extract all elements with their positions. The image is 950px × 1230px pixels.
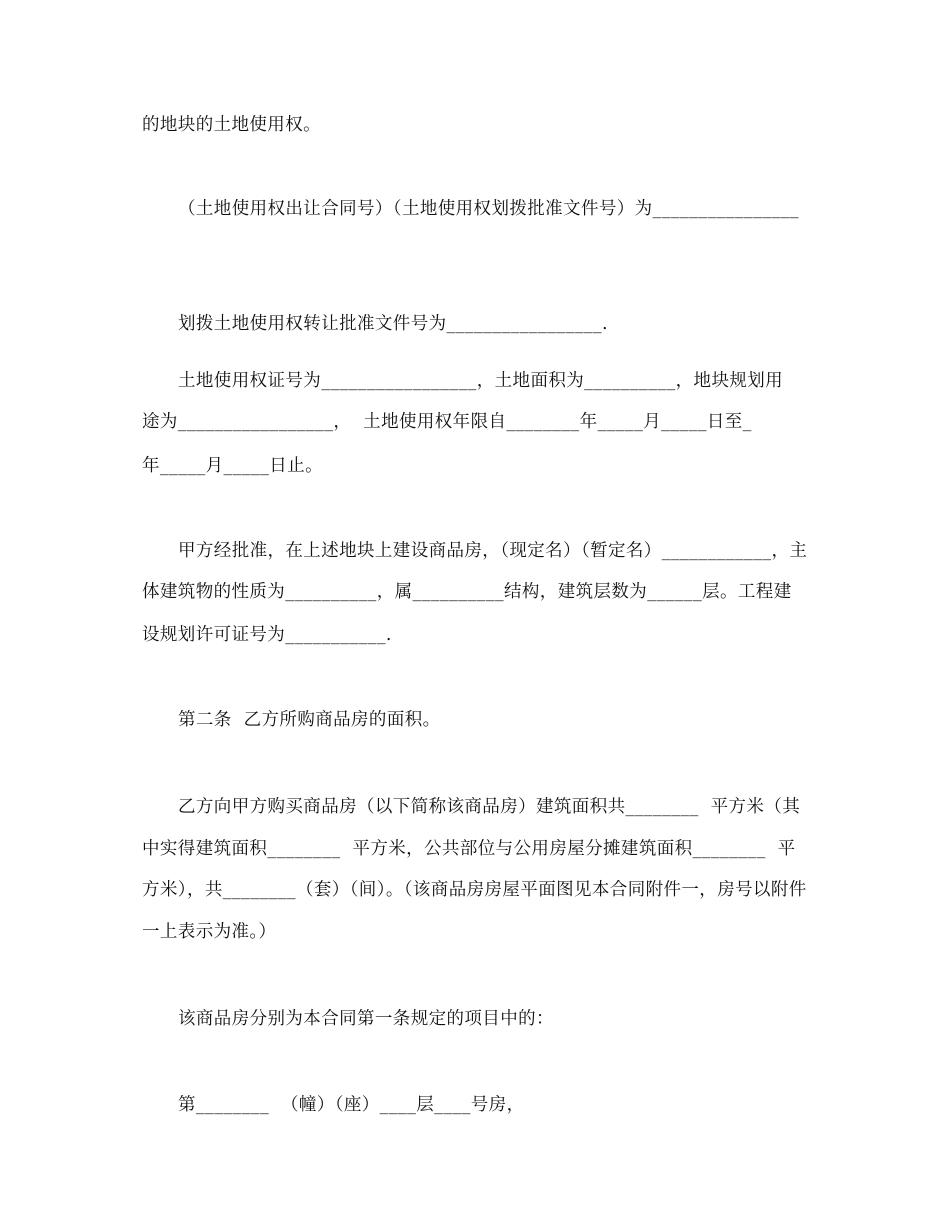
paragraph-line: 划拨土地使用权转让批准文件号为_________________.	[178, 314, 609, 334]
paragraph-line: 设规划许可证号为___________.	[142, 625, 392, 645]
paragraph-line: 途为_________________， 土地使用权年限自________年_____月_____日至_	[142, 412, 752, 432]
paragraph-line: 该商品房分别为本合同第一条规定的项目中的：	[178, 1009, 554, 1029]
section-heading: 第二条 乙方所购商品房的面积。	[178, 710, 441, 730]
paragraph-line: 乙方向甲方购买商品房（以下简称该商品房）建筑面积共________ 平方米（其	[178, 797, 801, 817]
paragraph-line: 第________ （幢）（座）____层____号房，	[178, 1095, 525, 1115]
paragraph-line: 土地使用权证号为_________________，土地面积为__________，地块规划用	[178, 371, 784, 391]
paragraph-line: 一上表示为准。）	[142, 922, 277, 942]
paragraph-line: 的地块的土地使用权。	[142, 115, 321, 135]
paragraph-line: 中实得建筑面积________ 平方米，公共部位与公用房屋分摊建筑面积________ 平	[142, 839, 796, 859]
paragraph-line: 甲方经批准，在上述地块上建设商品房，（现定名）（暂定名）____________，主	[178, 541, 808, 561]
paragraph-line: 方米），共________（套）（间）。（该商品房房屋平面图见本合同附件一，房号以附件	[142, 880, 807, 900]
paragraph-line: （土地使用权出让合同号）（土地使用权划拨批准文件号）为________________	[178, 199, 799, 219]
paragraph-line: 体建筑物的性质为__________，属__________结构，建筑层数为______层。工程建	[142, 582, 792, 602]
paragraph-line: 年_____月_____日止。	[142, 456, 323, 476]
